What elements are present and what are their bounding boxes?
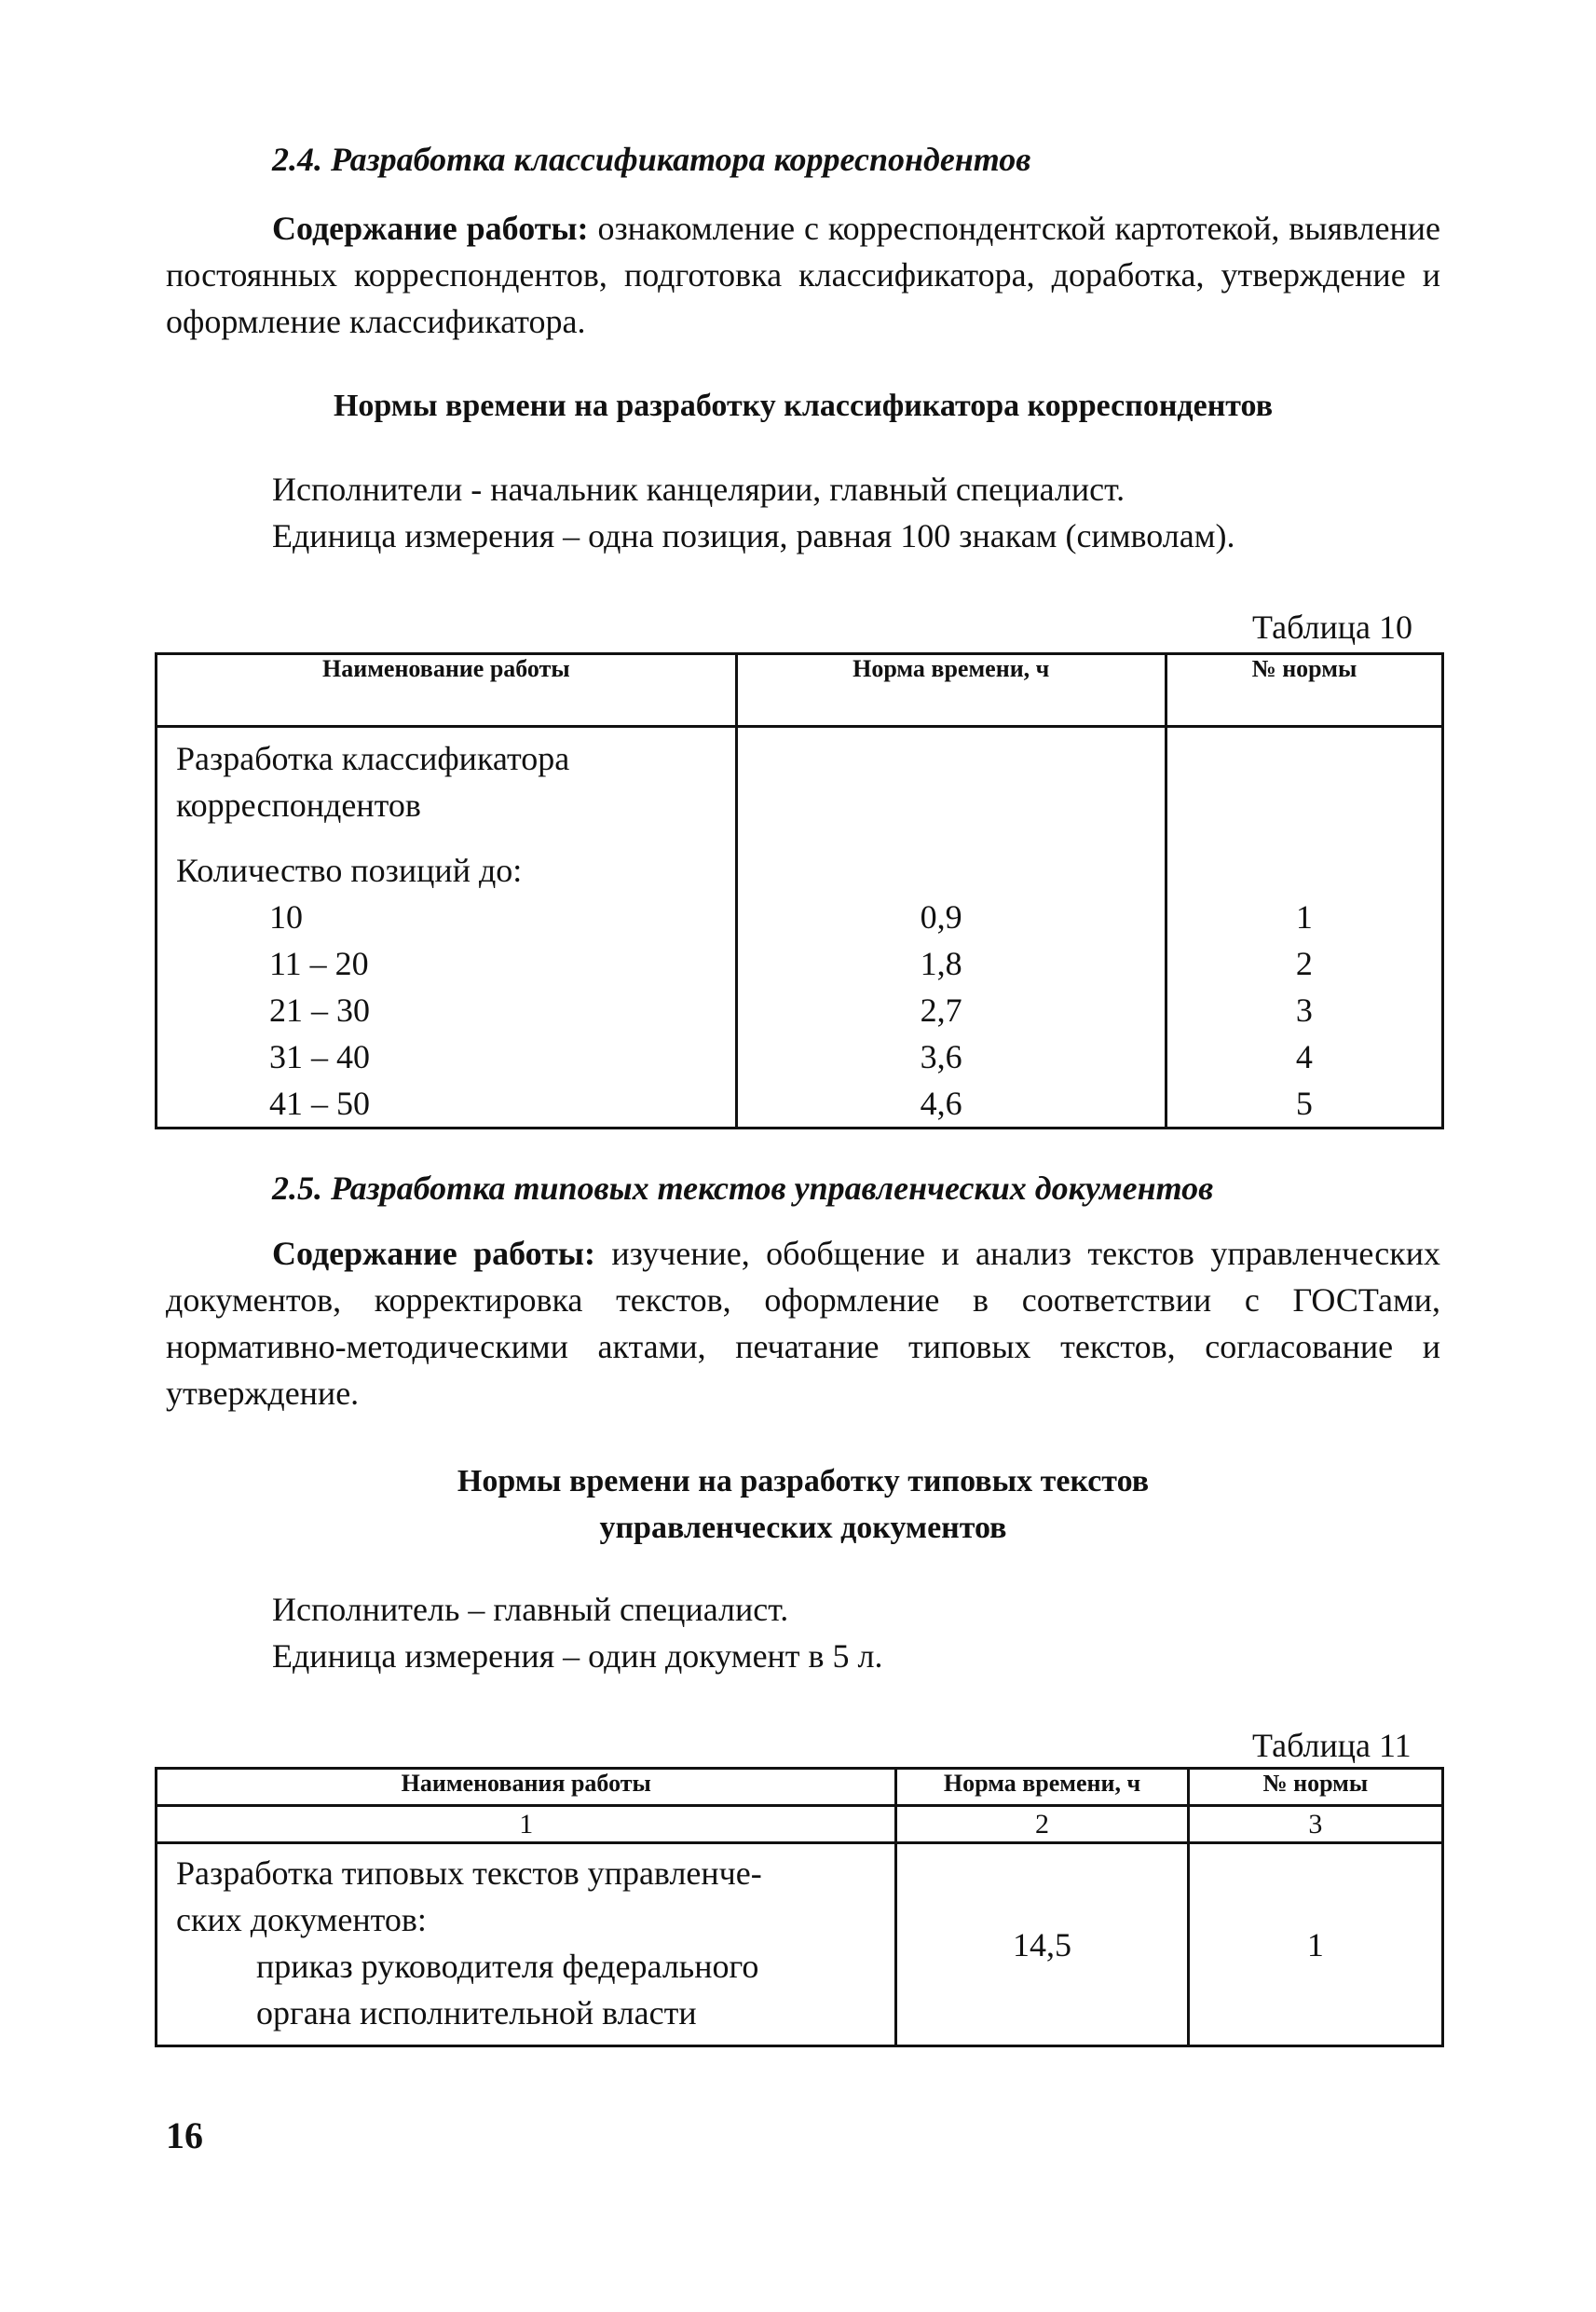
item-line1: приказ руководителя федерального [256, 1948, 759, 1985]
range-row: 21 – 30 [269, 992, 370, 1029]
table-10-work-cell [157, 727, 737, 1129]
performer-line: Исполнитель – главный специалист. [272, 1591, 789, 1628]
table-11-header-work: Наименования работы [157, 1769, 896, 1806]
norm-value: 4,6 [920, 1085, 962, 1122]
range-row: 10 [269, 898, 303, 936]
table-11-norm-cell [896, 1843, 1188, 2046]
item-line2: органа исполнительной власти [256, 1994, 697, 2032]
table-11 [155, 1767, 1444, 2047]
work-line1: Разработка типовых текстов управленче- [176, 1854, 762, 1892]
work-title-line2: корреспондентов [176, 787, 421, 824]
norms-title-11-line1: Нормы времени на разработку типовых текстов [457, 1464, 1150, 1498]
table-11-caption: Таблица 11 [1252, 1727, 1412, 1764]
norms-title-11-line2: управленческих документов [599, 1511, 1007, 1545]
page-number: 16 [166, 2114, 203, 2156]
range-row: 31 – 40 [269, 1038, 370, 1075]
table-10-header-norm: Норма времени, ч [736, 654, 1166, 727]
norm-value: 1,8 [920, 945, 962, 982]
col-number-1: 1 [157, 1806, 896, 1843]
work-line2: ских документов: [176, 1901, 427, 1938]
performers-line: Исполнители - начальник канцелярии, главный специалист. [272, 471, 1125, 508]
section-2-4-heading: 2.4. Разработка классификатора корреспондентов [272, 141, 1031, 178]
table-10-header-no: № нормы [1166, 654, 1442, 727]
norm-number: 5 [1295, 1085, 1313, 1122]
content-text: изучение, обобщение и анализ текстов управленческих документов, корректировка текстов, оформление в соответствии с ГОСТами, нормативно-методическими актами, печатание типовых текстов, согласование и утверждение. [166, 1235, 1441, 1412]
content-lead: Содержание работы: [272, 210, 589, 247]
norm-number: 2 [1295, 945, 1313, 982]
table-11-no-cell [1188, 1843, 1442, 2046]
table-10-norm-cell [736, 727, 1166, 1129]
norm-value: 0,9 [920, 898, 962, 936]
norm-value: 14,5 [1013, 1925, 1072, 1963]
content-lead: Содержание работы: [272, 1235, 595, 1272]
table-11-header-no: № нормы [1188, 1769, 1442, 1806]
content-text: ознакомление с корреспондентской картотекой, выявление постоянных корреспондентов, подготовка классификатора, доработка, утверждение и оформление классификатора. [166, 210, 1441, 340]
work-title-line1: Разработка классификатора [176, 740, 570, 777]
table-10-no-cell [1166, 727, 1442, 1129]
range-row: 41 – 50 [269, 1085, 370, 1122]
norm-value: 2,7 [920, 992, 962, 1029]
unit-line-11: Единица измерения – один документ в 5 л. [272, 1637, 883, 1675]
norm-number: 1 [1295, 898, 1313, 936]
range-row: 11 – 20 [269, 945, 369, 982]
norm-number: 4 [1295, 1038, 1313, 1075]
quantity-label: Количество позиций до: [176, 852, 523, 889]
norm-number: 1 [1306, 1925, 1324, 1963]
table-11-header-norm: Норма времени, ч [896, 1769, 1188, 1806]
unit-line: Единица измерения – одна позиция, равная 100 знакам (символам). [272, 517, 1235, 554]
norms-title-10: Нормы времени на разработку классификатора корреспондентов [333, 389, 1274, 423]
table-10-header-work: Наименование работы [157, 654, 737, 727]
table-10 [155, 652, 1444, 1129]
col-number-2: 2 [896, 1806, 1188, 1843]
table-11-work-cell [157, 1843, 896, 2046]
section-2-5-heading: 2.5. Разработка типовых текстов управленческих документов [272, 1170, 1214, 1207]
section-2-5-content [166, 1230, 1440, 1416]
section-2-4-content [166, 205, 1440, 345]
col-number-3: 3 [1188, 1806, 1442, 1843]
norm-number: 3 [1295, 992, 1313, 1029]
table-10-caption: Таблица 10 [1252, 609, 1412, 646]
norm-value: 3,6 [920, 1038, 962, 1075]
